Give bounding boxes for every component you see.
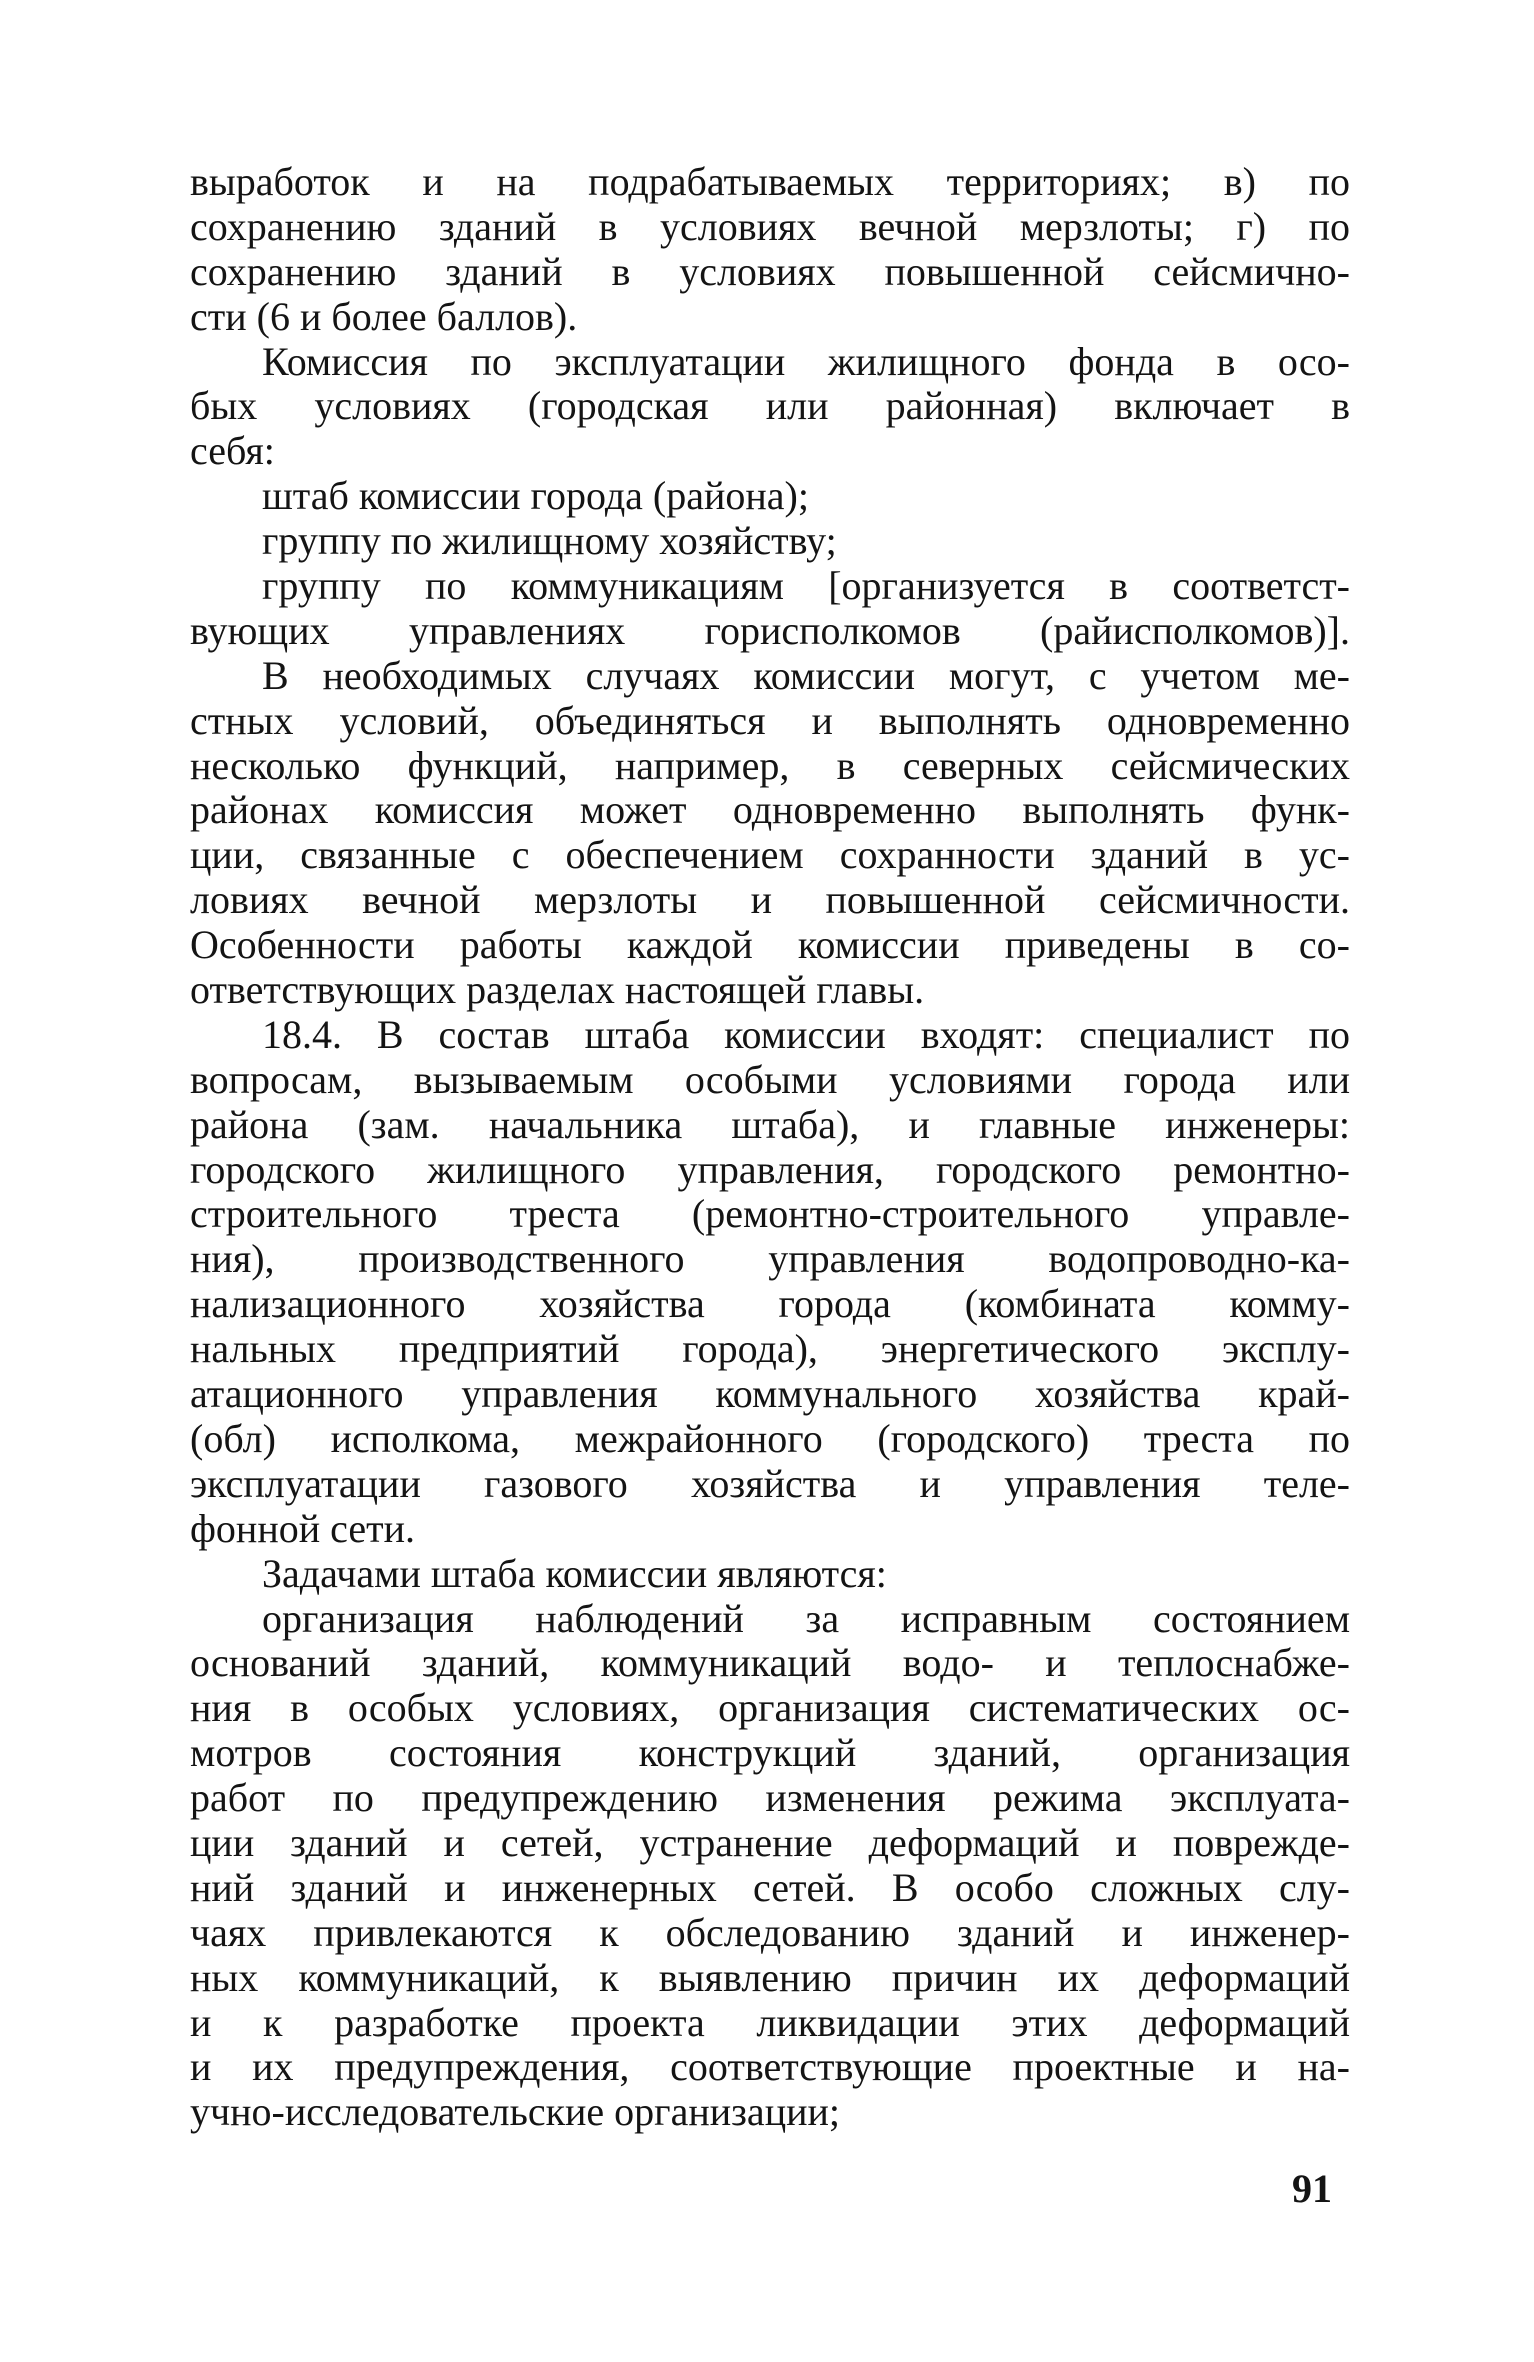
text-line: районах комиссия может одновременно выполнять функ-: [190, 787, 1350, 833]
text-line: бых условиях (городская или районная) включает в: [190, 383, 1350, 429]
text-line: мотров состояния конструкций зданий, организация: [190, 1730, 1350, 1776]
text-line: и к разработке проекта ликвидации этих деформаций: [190, 1999, 1350, 2045]
text-line: фонной сети.: [190, 1505, 416, 1551]
page-number: 91: [1292, 2166, 1332, 2211]
text-line: сохранению зданий в условиях повышенной сейсмично-: [190, 248, 1350, 294]
text-line: ных коммуникаций, к выявлению причин их деформаций: [190, 1954, 1350, 2000]
text-line: ции зданий и сетей, устранение деформаций и поврежде-: [190, 1819, 1350, 1865]
text-line: нальных предприятий города), энергетического эксплу-: [190, 1326, 1350, 1372]
text-line: оснований зданий, коммуникаций водо- и теплоснабже-: [190, 1640, 1350, 1686]
text-line: работ по предупреждению изменения режима эксплуата-: [190, 1775, 1350, 1821]
text-line: Особенности работы каждой комиссии приведены в со-: [190, 922, 1350, 968]
text-line: себя:: [190, 428, 275, 474]
text-line: выработок и на подрабатываемых территориях; в) по: [190, 159, 1350, 204]
text-line: Задачами штаба комиссии являются:: [262, 1550, 887, 1596]
text-line: ответствующих разделах настоящей главы.: [190, 967, 925, 1013]
text-line: городского жилищного управления, городского ремонтно-: [190, 1146, 1350, 1192]
text-line: ции, связанные с обеспечением сохранности зданий в ус-: [190, 832, 1350, 878]
text-line: ний зданий и инженерных сетей. В особо сложных слу-: [190, 1864, 1350, 1910]
text-line: района (зам. начальника штаба), и главные инженеры:: [190, 1101, 1350, 1147]
text-line: несколько функций, например, в северных сейсмических: [190, 742, 1350, 788]
text-line: сохранению зданий в условиях вечной мерзлоты; г) по: [190, 203, 1350, 249]
text-line: ния в особых условиях, организация систематических ос-: [190, 1685, 1350, 1731]
text-line: группу по жилищному хозяйству;: [262, 518, 837, 564]
text-line: (обл) исполкома, межрайонного (городского) треста по: [190, 1415, 1350, 1461]
text-line: штаб комиссии города (района);: [262, 473, 809, 519]
text-line: стных условий, объединяться и выполнять одновременно: [190, 697, 1350, 743]
text-line: атационного управления коммунального хозяйства край-: [190, 1371, 1350, 1417]
text-line: Комиссия по эксплуатации жилищного фонда в осо-: [262, 338, 1350, 384]
text-line: В необходимых случаях комиссии могут, с учетом ме-: [262, 652, 1350, 698]
text-line: сти (6 и более баллов).: [190, 293, 578, 339]
text-line: вопросам, вызываемым особыми условиями города или: [190, 1056, 1350, 1102]
text-line: и их предупреждения, соответствующие проектные и на-: [190, 2044, 1350, 2090]
text-line: строительного треста (ремонтно-строительного управле-: [190, 1191, 1350, 1237]
text-line: нализационного хозяйства города (комбината комму-: [190, 1281, 1350, 1327]
text-line: 18.4. В состав штаба комиссии входят: специалист по: [262, 1011, 1350, 1057]
text-line: группу по коммуникациям [организуется в соответст-: [262, 563, 1350, 609]
text-line: эксплуатации газового хозяйства и управления теле-: [190, 1460, 1350, 1506]
text-line: учно-исследовательские организации;: [190, 2089, 841, 2135]
text-line: вующих управлениях горисполкомов (райисполкомов)].: [190, 607, 1350, 653]
text-line: ния), производственного управления водопроводно-ка-: [190, 1236, 1350, 1282]
text-line: ловиях вечной мерзлоты и повышенной сейсмичности.: [190, 877, 1350, 923]
text-line: чаях привлекаются к обследованию зданий и инженер-: [190, 1909, 1350, 1955]
text-line: организация наблюдений за исправным состоянием: [262, 1595, 1350, 1641]
page-body-text: [190, 160, 1350, 2135]
